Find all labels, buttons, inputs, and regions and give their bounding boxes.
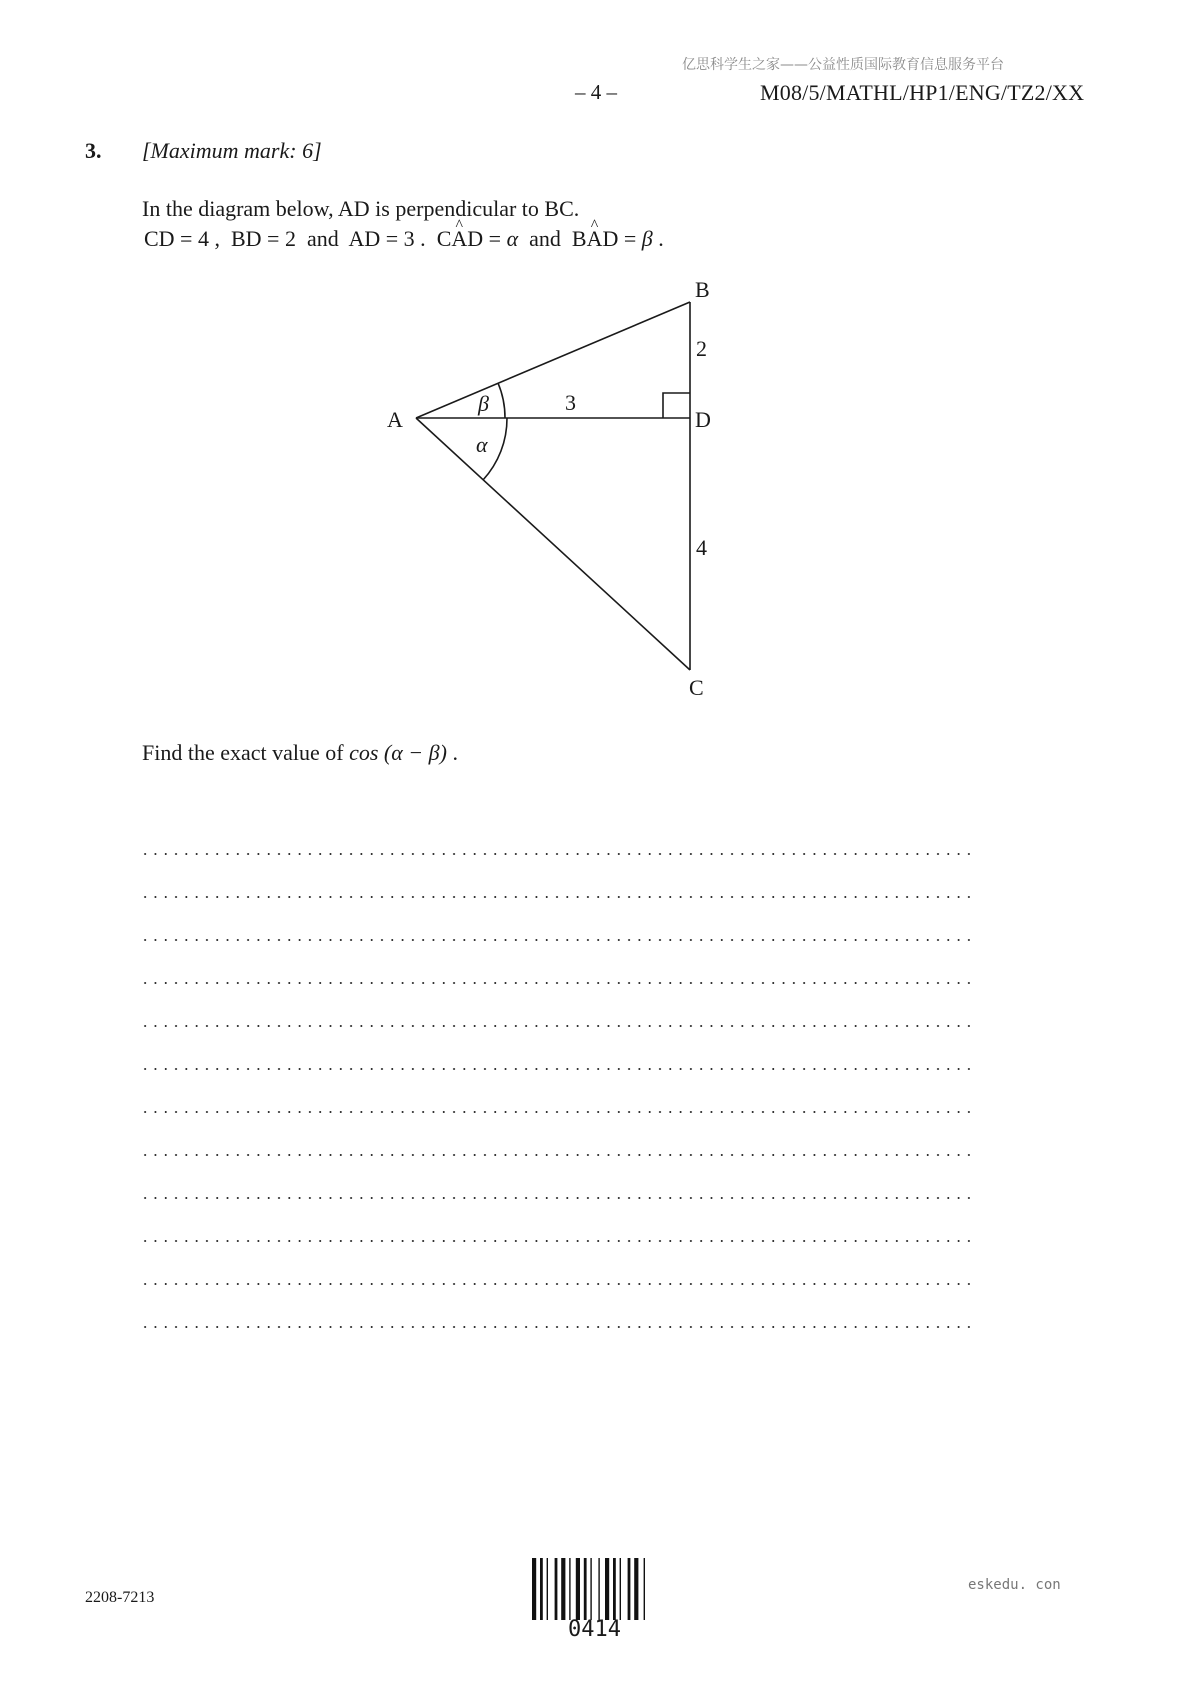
givens-end: . [652,226,664,251]
barcode-bar [634,1558,638,1620]
watermark-text: 亿思科学生之家——公益性质国际教育信息服务平台 [682,57,1004,73]
answer-line[interactable] [140,1121,970,1164]
label-c: C [689,675,704,700]
answer-line[interactable] [140,820,970,863]
prompt-text: Find the exact value of [142,740,350,765]
given-and-2: and [529,226,561,251]
angle-bad-b: B [571,226,587,251]
answer-line[interactable] [140,906,970,949]
given-bd: BD = 2 [230,226,296,251]
barcode-bar [576,1558,580,1620]
barcode-bar [540,1558,543,1620]
barcode-bar [569,1558,570,1620]
answer-line[interactable] [140,1293,970,1336]
answer-line[interactable] [140,949,970,992]
alpha-symbol: α [506,226,519,251]
length-ad: 3 [565,390,576,415]
barcode-bar [605,1558,609,1620]
label-d: D [695,407,711,432]
prompt-end: . [446,740,458,765]
exam-code: M08/5/MATHL/HP1/ENG/TZ2/XX [760,80,1085,105]
side-ac [416,418,690,670]
answer-line[interactable] [140,1207,970,1250]
answer-line[interactable] [140,1035,970,1078]
max-mark: [Maximum mark: 6] [142,138,322,163]
beta-symbol: β [641,226,653,251]
barcode-bar [590,1558,591,1620]
alpha-label: α [476,432,488,457]
question-number: 3. [85,138,102,163]
barcode-bar [584,1558,587,1620]
page-number: – 4 – [575,80,617,104]
given-and-1: and [306,226,339,251]
beta-label: β [478,391,489,416]
footer-code: 2208-7213 [85,1589,155,1606]
given-ad: AD = 3 . [348,226,426,251]
answer-line[interactable] [140,1078,970,1121]
triangle-diagram [0,0,1191,720]
question-intro: In the diagram below, AD is perpendicular to BC. [142,196,580,221]
side-ab [416,302,690,418]
label-b: B [695,277,710,302]
barcode-bar [555,1558,558,1620]
angle-cad-c: C [436,226,452,251]
length-cd: 4 [696,535,707,560]
prompt-expression: cos (α − β) [349,740,447,765]
angle-bad-d: D = [602,226,642,251]
right-angle-marker [663,393,690,418]
angle-cad-d: D = [467,226,507,251]
beta-arc [498,383,505,418]
angle-cad-vertex: ^ A [451,226,467,252]
answer-line[interactable] [140,863,970,906]
barcode-bar [598,1558,599,1620]
barcode-bar [628,1558,631,1620]
length-bd: 2 [696,336,707,361]
angle-bad-vertex: ^ A [587,226,603,252]
answer-line[interactable] [140,1164,970,1207]
barcode-number: 0414 [568,1617,621,1642]
question-prompt [142,740,458,766]
barcode-bar [532,1558,536,1620]
barcode-bar [613,1558,616,1620]
barcode-bar [547,1558,548,1620]
site-watermark: eskedu. con [968,1577,1061,1593]
barcode-bar [620,1558,621,1620]
answer-area[interactable] [140,820,970,1336]
label-a: A [387,407,403,432]
barcode-bar [561,1558,565,1620]
answer-line[interactable] [140,1250,970,1293]
barcode-bar [644,1558,645,1620]
given-cd: CD = 4 , [144,226,220,251]
answer-line[interactable] [140,992,970,1035]
barcode [530,1558,670,1624]
